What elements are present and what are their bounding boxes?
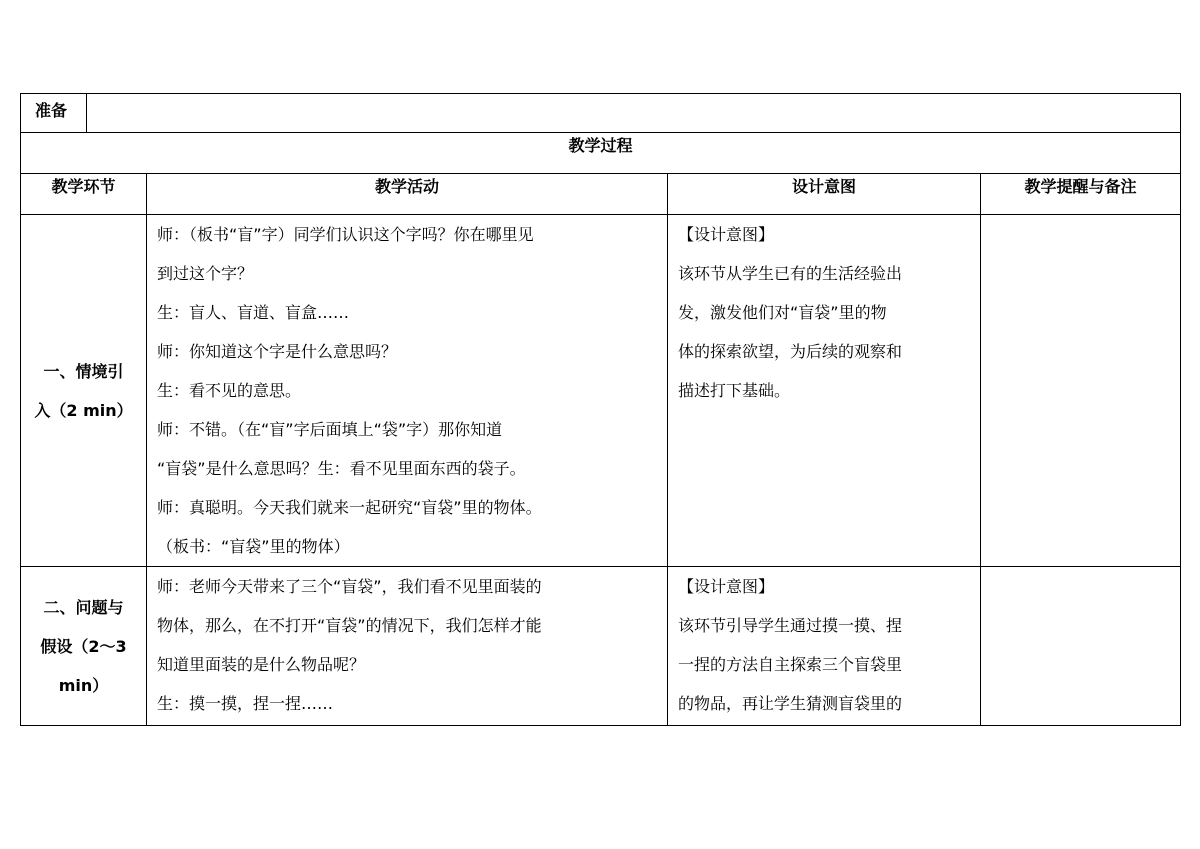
header-stage: 教学环节: [21, 174, 147, 215]
intent-line: 【设计意图】: [678, 225, 775, 244]
activity-line: 到过这个字？: [157, 264, 254, 283]
process-title-row: [21, 133, 1181, 174]
activity-line: 物体，那么，在不打开“盲袋”的情况下，我们怎样才能: [157, 616, 542, 635]
intent-line: 的物品，再让学生猜测盲袋里的: [678, 694, 903, 713]
stage-2-notes: [981, 567, 1181, 726]
activity-line: “盲袋”是什么意思吗？生：看不见里面东西的袋子。: [157, 459, 526, 478]
stage-2-name: [21, 567, 147, 726]
intent-line: 体的探索欲望，为后续的观察和: [678, 342, 903, 361]
stage-1-activity: [147, 215, 668, 567]
stage-1-intent: [668, 215, 981, 567]
stage-1-name-line: 一、情境引: [43, 361, 124, 381]
header-intent: 设计意图: [668, 174, 981, 215]
stage-2-name-line: 假设（2～3: [40, 636, 127, 656]
intent-line: 【设计意图】: [678, 577, 775, 596]
activity-line: 生：看不见的意思。: [157, 381, 302, 400]
activity-line: 师：真聪明。今天我们就来一起研究“盲袋”里的物体。: [157, 498, 542, 517]
intent-line: 该环节从学生已有的生活经验出: [678, 264, 903, 283]
stage-row-1: [21, 215, 1181, 567]
stage-row-2: [21, 567, 1181, 726]
lesson-plan-table: [20, 93, 1181, 726]
prep-label: 准备: [21, 94, 87, 133]
header-activity: 教学活动: [147, 174, 668, 215]
activity-line: 知道里面装的是什么物品呢？: [157, 655, 366, 674]
activity-line: 师：（板书“盲”字）同学们认识这个字吗？你在哪里见: [157, 225, 534, 244]
activity-line: （板书：“盲袋”里的物体）: [157, 537, 350, 556]
intent-line: 发，激发他们对“盲袋”里的物: [678, 303, 887, 322]
header-row: [21, 174, 1181, 215]
prep-content: [87, 94, 1181, 133]
activity-line: 生：摸一摸，捏一捏……: [157, 694, 334, 713]
prep-row: [21, 94, 1181, 133]
stage-1-notes: [981, 215, 1181, 567]
stage-1-name-line: 入（2 min）: [34, 400, 133, 420]
activity-line: 师：不错。（在“盲”字后面填上“袋”字）那你知道: [157, 420, 503, 439]
stage-2-name-line: 二、问题与: [43, 597, 124, 617]
activity-line: 师：老师今天带来了三个“盲袋”，我们看不见里面装的: [157, 577, 542, 596]
process-title: 教学过程: [21, 133, 1181, 174]
activity-line: 生：盲人、盲道、盲盒……: [157, 303, 350, 322]
intent-line: 该环节引导学生通过摸一摸、捏: [678, 616, 903, 635]
stage-2-activity: [147, 567, 668, 726]
stage-2-intent: [668, 567, 981, 726]
header-notes: 教学提醒与备注: [981, 174, 1181, 215]
stage-1-name: [21, 215, 147, 567]
intent-line: 描述打下基础。: [678, 381, 791, 400]
activity-line: 师：你知道这个字是什么意思吗？: [157, 342, 398, 361]
stage-2-name-line: min）: [58, 675, 109, 695]
intent-line: 一捏的方法自主探索三个盲袋里: [678, 655, 903, 674]
